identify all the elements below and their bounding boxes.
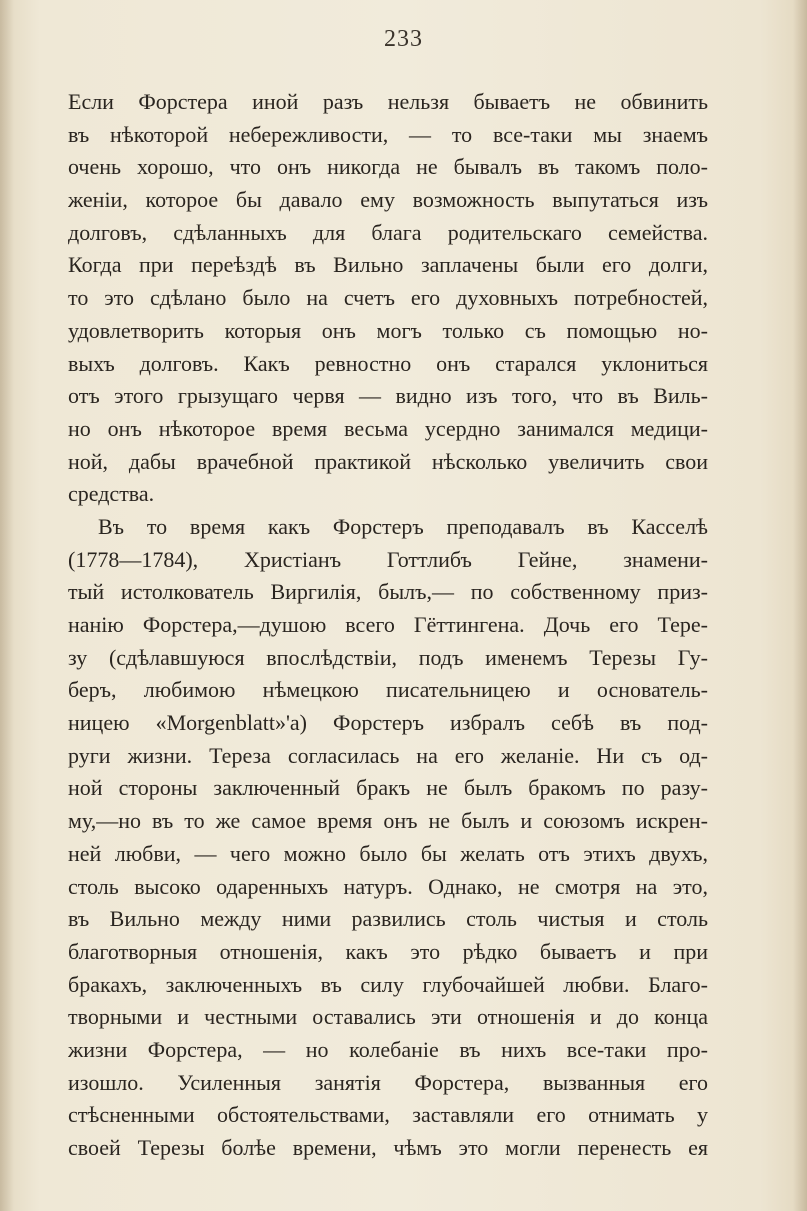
text-line: въ Вильно между ними развились столь чистыя и столь <box>68 906 708 932</box>
text-line: тый истолкователь Виргилія, былъ,— по собственному приз- <box>68 579 708 605</box>
text-line: очень хорошо, что онъ никогда не бывалъ въ такомъ поло- <box>68 154 708 180</box>
text-line: удовлетворить которыя онъ могъ только съ помощью но- <box>68 317 708 343</box>
text-line: женіи, которое бы давало ему возможность выпутаться изъ <box>68 187 708 213</box>
text-line: но онъ нѣкоторое время весьма усердно занимался медици- <box>68 415 708 441</box>
text-line: стѣсненными обстоятельствами, заставляли его отнимать у <box>68 1102 708 1128</box>
paragraph-end-line: средства. <box>68 481 155 507</box>
text-line: столь высоко одаренныхъ натуръ. Однако, не смотря на это, <box>68 873 708 899</box>
body-text <box>68 86 708 1165</box>
text-line: нанію Форстера,—душою всего Гёттингена. Дочь его Тере- <box>68 612 708 637</box>
text-line: выхъ долговъ. Какъ ревностно онъ старался уклониться <box>68 350 708 376</box>
text-line: изошло. Усиленныя занятія Форстера, вызванныя его <box>68 1069 708 1095</box>
text-line: (1778—1784), Христіанъ Готтлибъ Гейне, знамени- <box>68 546 708 572</box>
text-line: ницею «Morgenblatt»'а) Форстеръ избралъ себѣ въ под- <box>68 710 708 736</box>
text-line: бракахъ, заключенныхъ въ силу глубочайшей любви. Благо- <box>68 971 708 997</box>
text-line: беръ, любимою нѣмецкою писательницею и основатель- <box>68 677 708 703</box>
text-line: ней любви, — чего можно было бы желать отъ этихъ двухъ, <box>68 840 708 866</box>
text-line: руги жизни. Тереза согласилась на его желаніе. Ни съ од- <box>68 742 708 768</box>
page-edge-left <box>0 0 14 1211</box>
text-line: то это сдѣлано было на счетъ его духовныхъ потребностей, <box>68 285 708 311</box>
text-line: Если Форстера иной разъ нельзя бываетъ не обвинить <box>68 89 708 114</box>
text-line: своей Терезы болѣе времени, чѣмъ это могли перенесть ея <box>68 1135 708 1160</box>
text-line: ной стороны заключенный бракъ не былъ бракомъ по разу- <box>68 775 708 801</box>
text-line: жизни Форстера, — но колебаніе въ нихъ все-таки про- <box>68 1036 708 1062</box>
text-line: му,—но въ то же самое время онъ не былъ и союзомъ искрен- <box>68 808 708 834</box>
paragraph-start-line: Въ то время какъ Форстеръ преподавалъ въ Касселѣ <box>98 513 708 539</box>
text-line: Когда при переѣздѣ въ Вильно заплачены были его долги, <box>68 252 708 278</box>
text-line: зу (сдѣлавшуюся впослѣдствіи, подъ именемъ Терезы Гу- <box>68 644 708 670</box>
text-line: благотворныя отношенія, какъ это рѣдко бываетъ и при <box>68 938 708 964</box>
text-line: долговъ, сдѣланныхъ для блага родительскаго семейства. <box>68 219 708 245</box>
text-line: въ нѣкоторой небережливости, — то все-таки мы знаемъ <box>68 121 708 147</box>
page-number: 233 <box>384 26 423 52</box>
text-line: творными и честными оставались эти отношенія и до конца <box>68 1004 708 1030</box>
text-line: ной, дабы врачебной практикой нѣсколько увеличить свои <box>68 448 708 474</box>
page-edge-right <box>793 0 807 1211</box>
text-line: отъ этого грызущаго червя — видно изъ того, что въ Виль- <box>68 383 708 409</box>
